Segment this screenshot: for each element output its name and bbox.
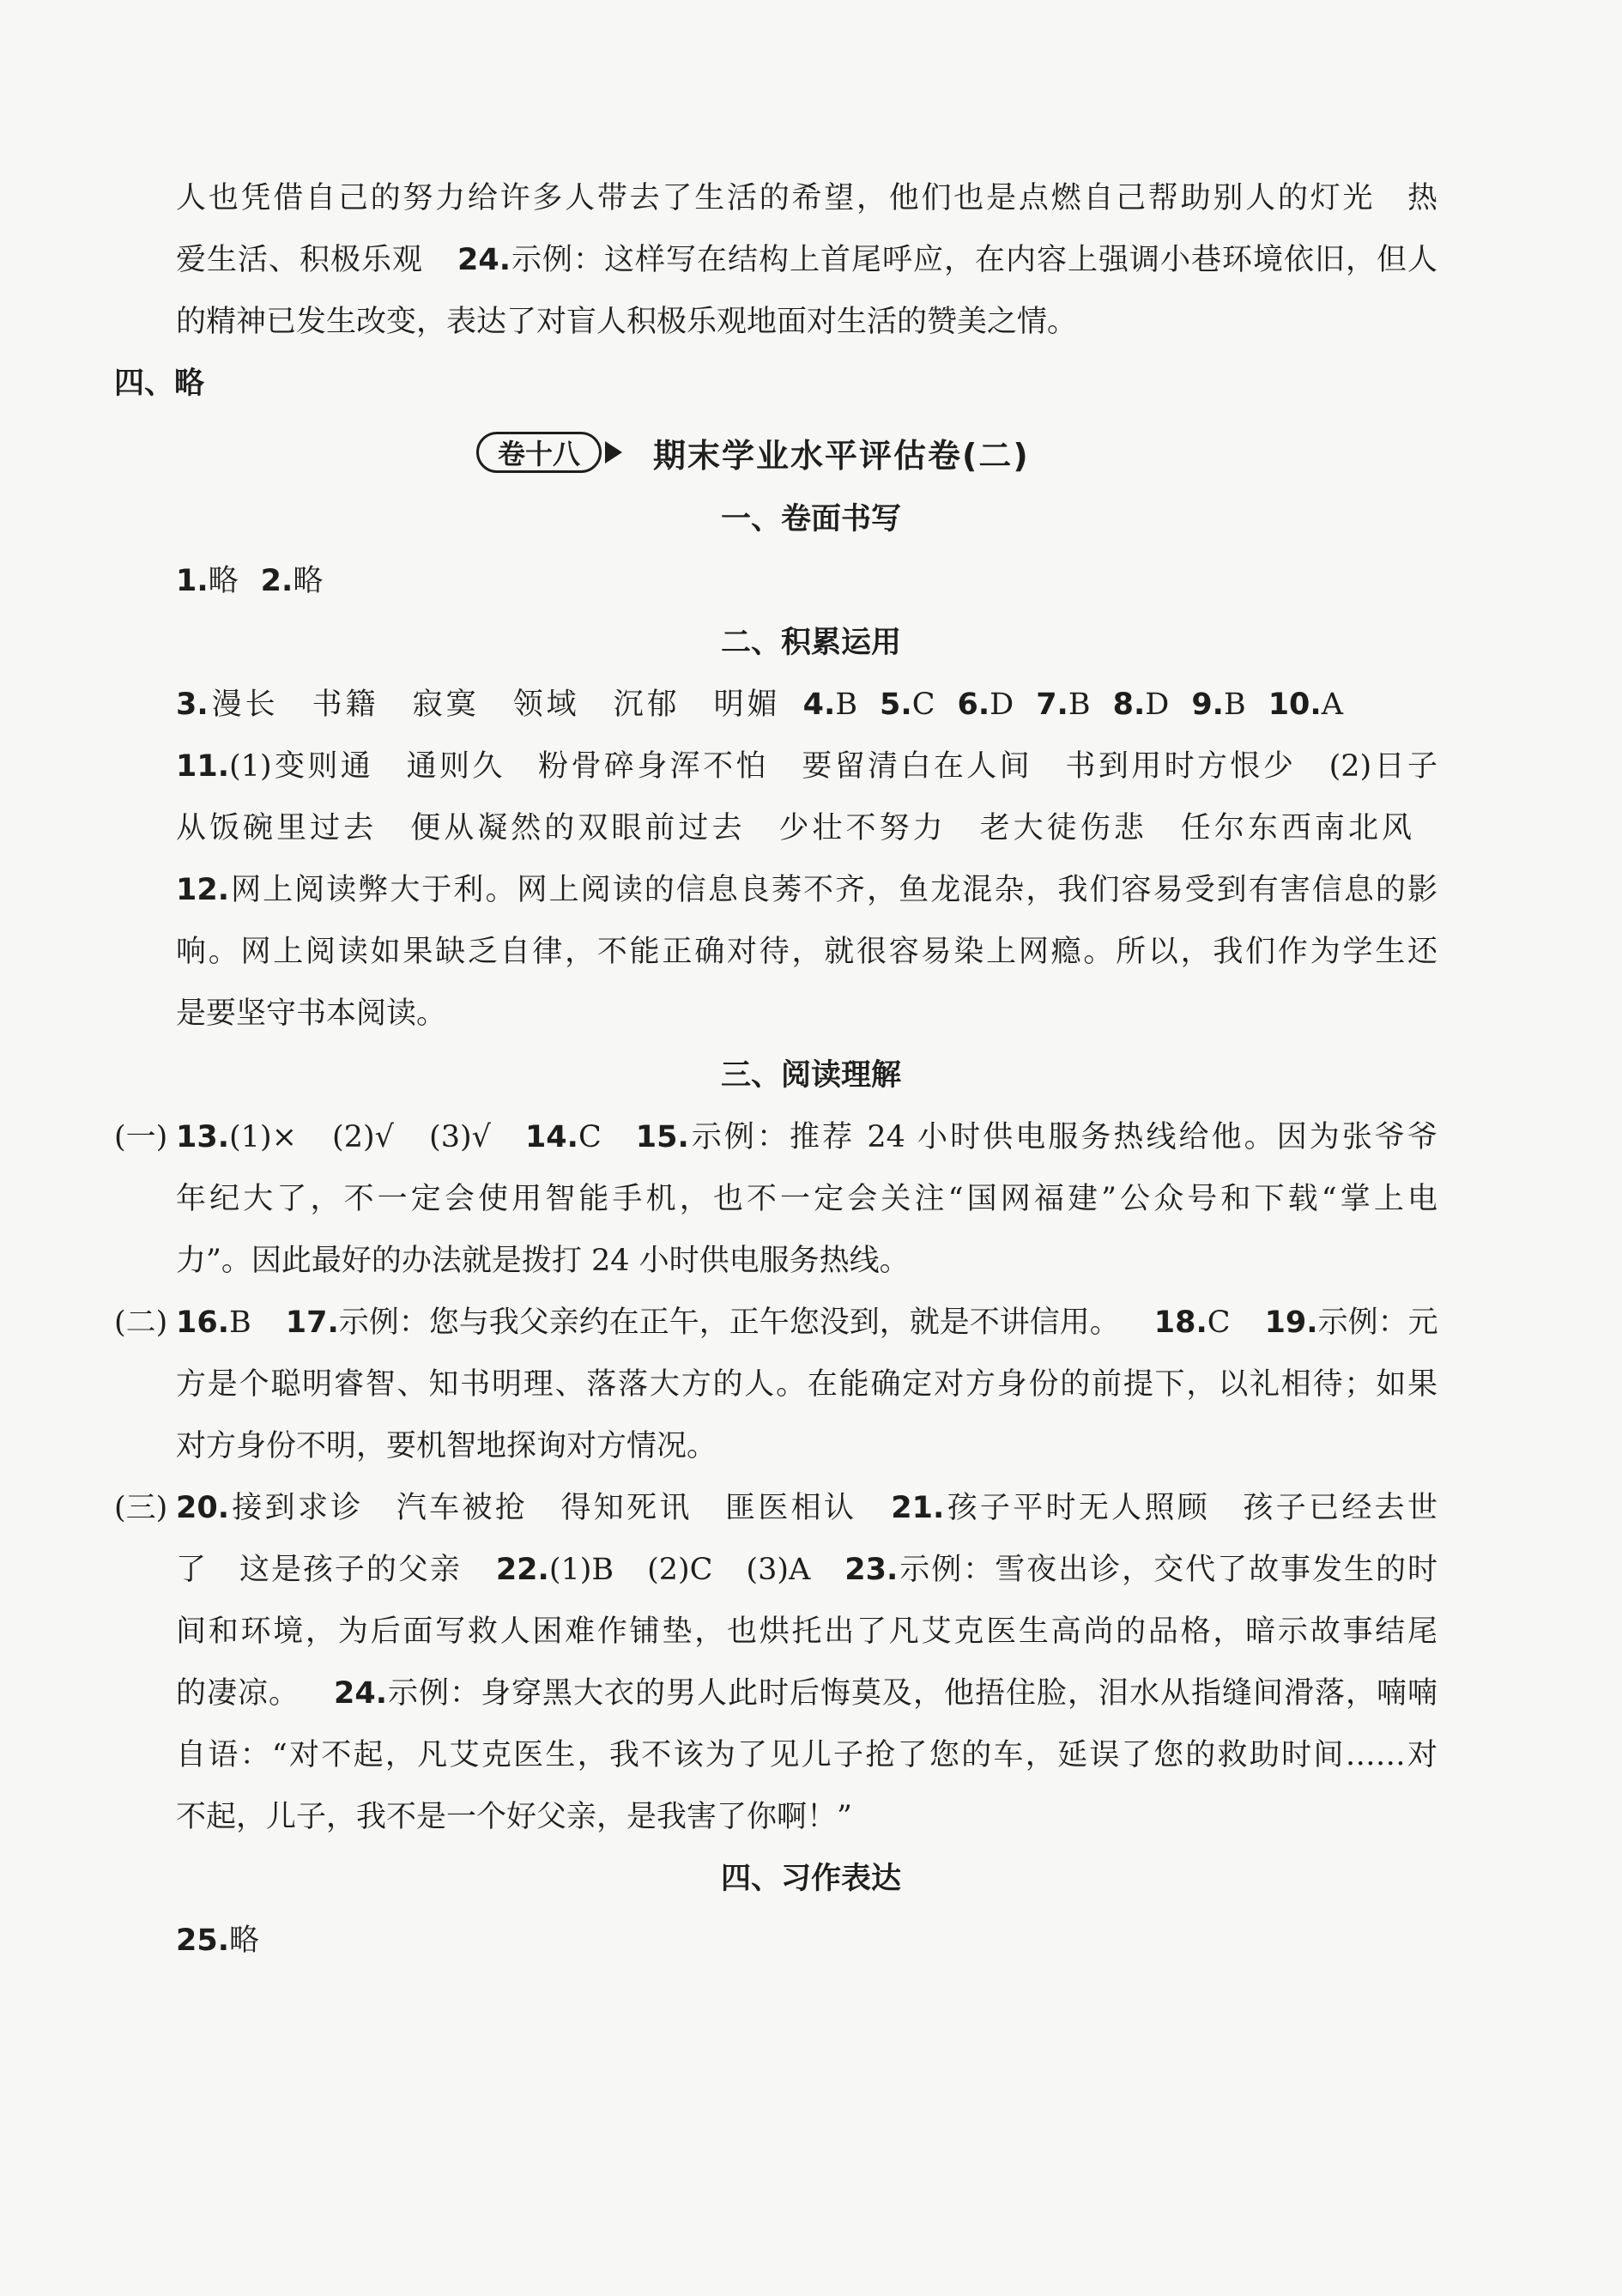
answer-line-q16-q19: 16.B 17.示例：您与我父亲约在正午，正午您没到，就是不讲信用。 18.C 19.示例：元	[176, 1306, 1438, 1340]
answer-line-q1-q2: 1.略 2.略	[176, 564, 324, 598]
answer-line-q24-b: 自语：“对不起，凡艾克医生，我不该为了见儿子抢了您的车，延误了您的救助时间……对	[176, 1738, 1437, 1772]
answer-line-q20-q21: 20.接到求诊 汽车被抢 得知死讯 匪医相认 21.孩子平时无人照顾 孩子已经去世	[176, 1491, 1437, 1525]
answer-line-q12-b: 响。网上阅读如果缺乏自律，不能正确对待，就很容易染上网瘾。所以，我们作为学生还	[176, 935, 1437, 969]
answer-line-q24-c: 不起，儿子，我不是一个好父亲，是我害了你啊！”	[176, 1800, 852, 1834]
prev-answer-line-2: 爱生活、积极乐观 24.示例：这样写在结构上首尾呼应，在内容上强调小巷环境依旧，但人	[176, 243, 1437, 277]
paper-number-badge: 卷十八	[476, 432, 602, 473]
passage-label-1: (一)	[114, 1120, 168, 1154]
answer-line-q23-b: 间和环境，为后面写救人困难作铺垫，也烘托出了凡艾克医生高尚的品格，暗示故事结尾	[176, 1614, 1437, 1649]
paper-title-bar	[476, 431, 1030, 474]
prev-section-4: 四、略	[114, 367, 205, 401]
answer-line-q25: 25.略	[176, 1923, 260, 1958]
answer-line-q19-c: 对方身份不明，要机智地探询对方情况。	[176, 1429, 717, 1463]
section-heading-2: 二、积累运用	[720, 626, 901, 660]
answer-line-q11-b: 从饭碗里过去 便从凝然的双眼前过去 少壮不努力 老大徒伤悲 任尔东西南北风	[176, 811, 1412, 845]
section-heading-3: 三、阅读理解	[720, 1058, 901, 1093]
answer-line-q19-b: 方是个聪明睿智、知书明理、落落大方的人。在能确定对方身份的前提下，以礼相待；如果	[176, 1367, 1437, 1402]
answer-line-q15-b: 年纪大了，不一定会使用智能手机，也不一定会关注“国网福建”公众号和下载“掌上电	[176, 1182, 1437, 1216]
answer-line-q11-a: 11.(1)变则通 通则久 粉骨碎身浑不怕 要留清白在人间 书到用时方恨少 (2)日子	[176, 749, 1437, 784]
answer-line-q12-a: 12.网上阅读弊大于利。网上阅读的信息良莠不齐，鱼龙混杂，我们容易受到有害信息的影	[176, 873, 1437, 907]
passage-label-2: (二)	[114, 1306, 168, 1340]
badge-arrow-icon	[605, 441, 622, 463]
answer-line-q3-q10: 3.漫长 书籍 寂寞 领域 沉郁 明媚 4.B 5.C 6.D 7.B 8.D 9.B 10.A	[176, 688, 1343, 722]
section-heading-1: 一、卷面书写	[720, 502, 901, 536]
answer-line-q13-q15: 13.(1)× (2)√ (3)√ 14.C 15.示例：推荐 24 小时供电服务热线给他。因为张爷爷	[176, 1120, 1437, 1154]
answer-line-q22-q23: 了 这是孩子的父亲 22.(1)B (2)C (3)A 23.示例：雪夜出诊，交代了故事发生的时	[176, 1553, 1437, 1587]
answer-line-q12-c: 是要坚守书本阅读。	[176, 997, 447, 1031]
paper-title: 期末学业水平评估卷(二)	[653, 436, 1030, 475]
answer-line-q15-c: 力”。因此最好的办法就是拨打 24 小时供电服务热线。	[176, 1244, 910, 1278]
answer-line-q24-a: 的凄凉。 24.示例：身穿黑大衣的男人此时后悔莫及，他捂住脸，泪水从指缝间滑落，喃喃	[176, 1676, 1437, 1711]
prev-answer-line-3: 的精神已发生改变，表达了对盲人积极乐观地面对生活的赞美之情。	[176, 305, 1078, 339]
prev-answer-line-1: 人也凭借自己的努力给许多人带去了生活的希望，他们也是点燃自己帮助别人的灯光 热	[176, 181, 1437, 215]
section-heading-4: 四、习作表达	[720, 1862, 901, 1896]
passage-label-3: (三)	[114, 1491, 168, 1525]
